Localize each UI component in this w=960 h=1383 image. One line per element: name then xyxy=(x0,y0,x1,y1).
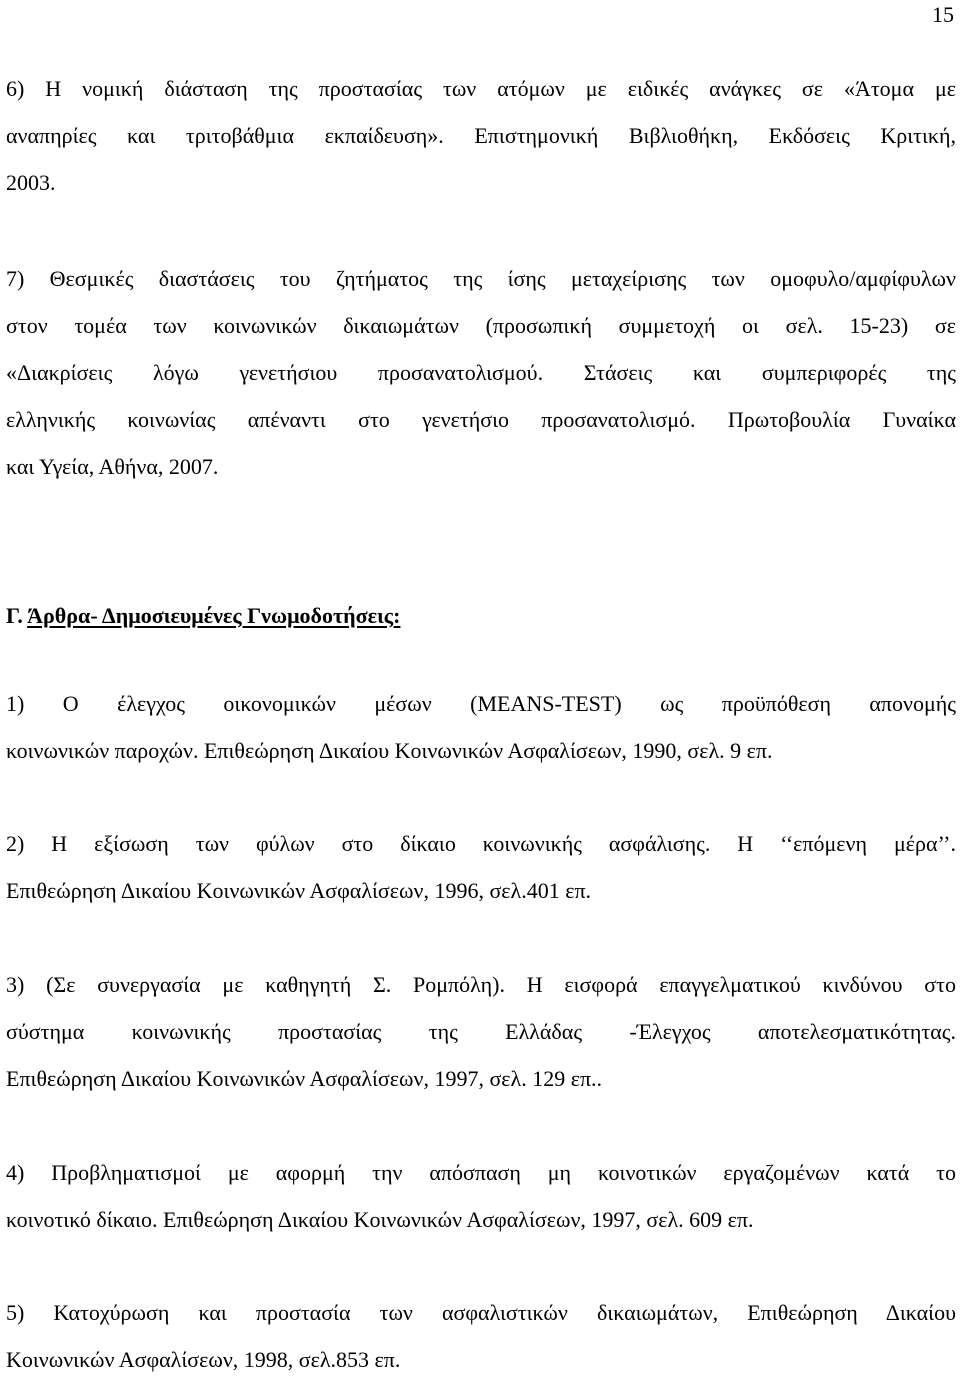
reference-line: 2003. xyxy=(6,170,56,195)
reference-line: αναπηρίες και τριτοβάθμια εκπαίδευση». Επιστημονική Βιβλιοθήκη, Εκδόσεις Κριτική, xyxy=(6,123,956,148)
article-line: 5) Κατοχύρωση και προστασία των ασφαλιστικών δικαιωμάτων, Επιθεώρηση Δικαίου xyxy=(6,1300,956,1325)
reference-item-6 xyxy=(6,65,956,206)
article-item-3 xyxy=(6,961,956,1102)
reference-item-7 xyxy=(6,255,956,490)
article-line: 2) Η εξίσωση των φύλων στο δίκαιο κοινωνικής ασφάλισης. Η ‘‘επόμενη μέρα’’. xyxy=(6,831,956,856)
article-line: Επιθεώρηση Δικαίου Κοινωνικών Ασφαλίσεων, 1996, σελ.401 επ. xyxy=(6,878,592,903)
reference-line: ελληνικής κοινωνίας απέναντι στο γενετήσιο προσανατολισμό. Πρωτοβουλία Γυναίκα xyxy=(6,407,956,432)
section-heading-title: Άρθρα- Δημοσιευμένες Γνωμοδοτήσεις: xyxy=(27,603,401,628)
article-item-4 xyxy=(6,1149,956,1243)
page-number: 15 xyxy=(932,2,954,27)
article-item-1 xyxy=(6,680,956,774)
reference-line: και Υγεία, Αθήνα, 2007. xyxy=(6,454,219,479)
section-heading-line xyxy=(6,592,956,639)
article-line: 4) Προβληματισμοί με αφορμή την απόσπαση μη κοινοτικών εργαζομένων κατά το xyxy=(6,1160,956,1185)
article-line: κοινωνικών παροχών. Επιθεώρηση Δικαίου Κοινωνικών Ασφαλίσεων, 1990, σελ. 9 επ. xyxy=(6,738,773,763)
article-line: 3) (Σε συνεργασία με καθηγητή Σ. Ρομπόλη). Η εισφορά επαγγελματικού κινδύνου στο xyxy=(6,972,956,997)
reference-line: 6) Η νομική διάσταση της προστασίας των ατόμων με ειδικές ανάγκες σε «Άτομα με xyxy=(6,76,956,101)
reference-line: «Διακρίσεις λόγω γενετήσιου προσανατολισμού. Στάσεις και συμπεριφορές της xyxy=(6,360,956,385)
article-line: Κοινωνικών Ασφαλίσεων, 1998, σελ.853 επ. xyxy=(6,1347,401,1372)
article-item-5 xyxy=(6,1289,956,1383)
article-line: σύστημα κοινωνικής προστασίας της Ελλάδας -Έλεγχος αποτελεσματικότητας. xyxy=(6,1019,956,1044)
article-line: Επιθεώρηση Δικαίου Κοινωνικών Ασφαλίσεων, 1997, σελ. 129 επ.. xyxy=(6,1066,603,1091)
section-heading-prefix: Γ. xyxy=(6,603,28,628)
reference-line: στον τομέα των κοινωνικών δικαιωμάτων (προσωπική συμμετοχή οι σελ. 15-23) σε xyxy=(6,313,956,338)
reference-line: 7) Θεσμικές διαστάσεις του ζητήματος της ίσης μεταχείρισης των ομοφυλο/αμφίφυλων xyxy=(6,266,956,291)
article-line: κοινοτικό δίκαιο. Επιθεώρηση Δικαίου Κοινωνικών Ασφαλίσεων, 1997, σελ. 609 επ. xyxy=(6,1207,754,1232)
article-line: 1) Ο έλεγχος οικονομικών μέσων (MEANS-TEST) ως προϋπόθεση απονομής xyxy=(6,691,956,716)
article-item-2 xyxy=(6,820,956,914)
section-heading xyxy=(6,592,956,639)
